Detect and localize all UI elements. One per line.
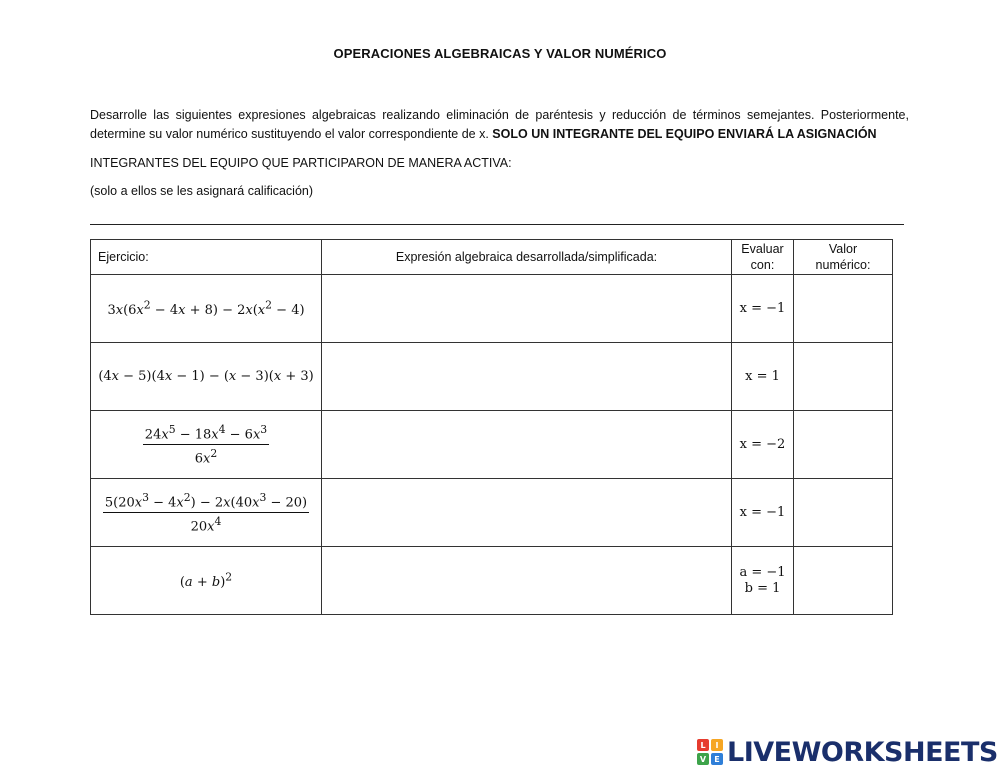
evaluate-cell-4: x = −1 (732, 479, 794, 547)
numeric-value-cell-2[interactable] (794, 343, 893, 411)
liveworksheets-logo (697, 736, 998, 768)
header-value-line1: Valor (828, 242, 858, 256)
evaluate-cell-5-line2: b = 1 (744, 580, 781, 596)
exercise-cell-1 (91, 275, 322, 343)
table-row (91, 479, 893, 547)
exercise-expression-3: $\frac{24x^5 - 18x^4 - 6x^3}{6x^2}$ (144, 422, 268, 467)
instructions-bold-text: SOLO UN INTEGRANTE DEL EQUIPO ENVIARÁ LA ASIGNACIÓN (492, 127, 877, 141)
logo-block-i: I (711, 739, 723, 751)
logo-text: LIVEWORKSHEETS (727, 736, 998, 768)
answer-expression-cell-2[interactable] (322, 343, 732, 411)
header-evaluate-line2: con: (750, 258, 775, 272)
evaluate-cell-5 (732, 547, 794, 615)
header-evaluate-line1: Evaluar (741, 242, 784, 256)
answer-expression-cell-5[interactable] (322, 547, 732, 615)
table-row (91, 275, 893, 343)
team-note: (solo a ellos se les asignará calificación) (90, 184, 314, 198)
numeric-value-cell-3[interactable] (794, 411, 893, 479)
evaluate-cell-5-line1: a = −1 (739, 564, 786, 580)
answer-expression-cell-4[interactable] (322, 479, 732, 547)
header-expression: Expresión algebraica desarrollada/simplificada: (322, 240, 732, 275)
logo-blocks-icon (697, 739, 723, 765)
table-row (91, 343, 893, 411)
team-names-line[interactable] (90, 224, 904, 225)
exercise-expression-1: $3x(6x^2 - 4x + 8) - 2x(x^2 - 4)$ (107, 298, 305, 319)
exercise-cell-5 (91, 547, 322, 615)
page-title: OPERACIONES ALGEBRAICAS Y VALOR NUMÉRICO (333, 46, 667, 61)
table-row (91, 547, 893, 615)
instructions-paragraph (90, 106, 909, 144)
exercise-cell-3 (91, 411, 322, 479)
answer-expression-cell-3[interactable] (322, 411, 732, 479)
header-exercise: Ejercicio: (91, 240, 322, 275)
exercise-expression-5: $(a + b)^2$ (179, 570, 233, 591)
exercise-expression-4: $\frac{5(20x^3 - 4x^2) - 2x(40x^3 - 20)}{20x^4}$ (104, 490, 308, 535)
logo-block-e: E (711, 753, 723, 765)
header-value-line2: numérico: (815, 258, 871, 272)
exercise-cell-2 (91, 343, 322, 411)
instructions-text: Desarrolle las siguientes expresiones algebraicas realizando eliminación de paréntesis y reducción de términos semejantes. Posteriormente, determine su valor numérico sustituyendo el valor correspondiente de x. (90, 108, 909, 141)
evaluate-cell-3: x = −2 (732, 411, 794, 479)
numeric-value-cell-1[interactable] (794, 275, 893, 343)
exercises-table (90, 239, 893, 615)
header-evaluate (732, 240, 794, 275)
exercise-cell-4 (91, 479, 322, 547)
evaluate-cell-1: x = −1 (732, 275, 794, 343)
logo-block-v: V (697, 753, 709, 765)
table-header-row (91, 240, 893, 275)
evaluate-cell-2: x = 1 (732, 343, 794, 411)
table-row (91, 411, 893, 479)
numeric-value-cell-5[interactable] (794, 547, 893, 615)
exercise-expression-2: (4x − 5)(4x − 1) − (x − 3)(x + 3) (98, 369, 314, 384)
logo-block-l: L (697, 739, 709, 751)
header-value (794, 240, 893, 275)
answer-expression-cell-1[interactable] (322, 275, 732, 343)
team-label: INTEGRANTES DEL EQUIPO QUE PARTICIPARON DE MANERA ACTIVA: (90, 156, 512, 170)
numeric-value-cell-4[interactable] (794, 479, 893, 547)
